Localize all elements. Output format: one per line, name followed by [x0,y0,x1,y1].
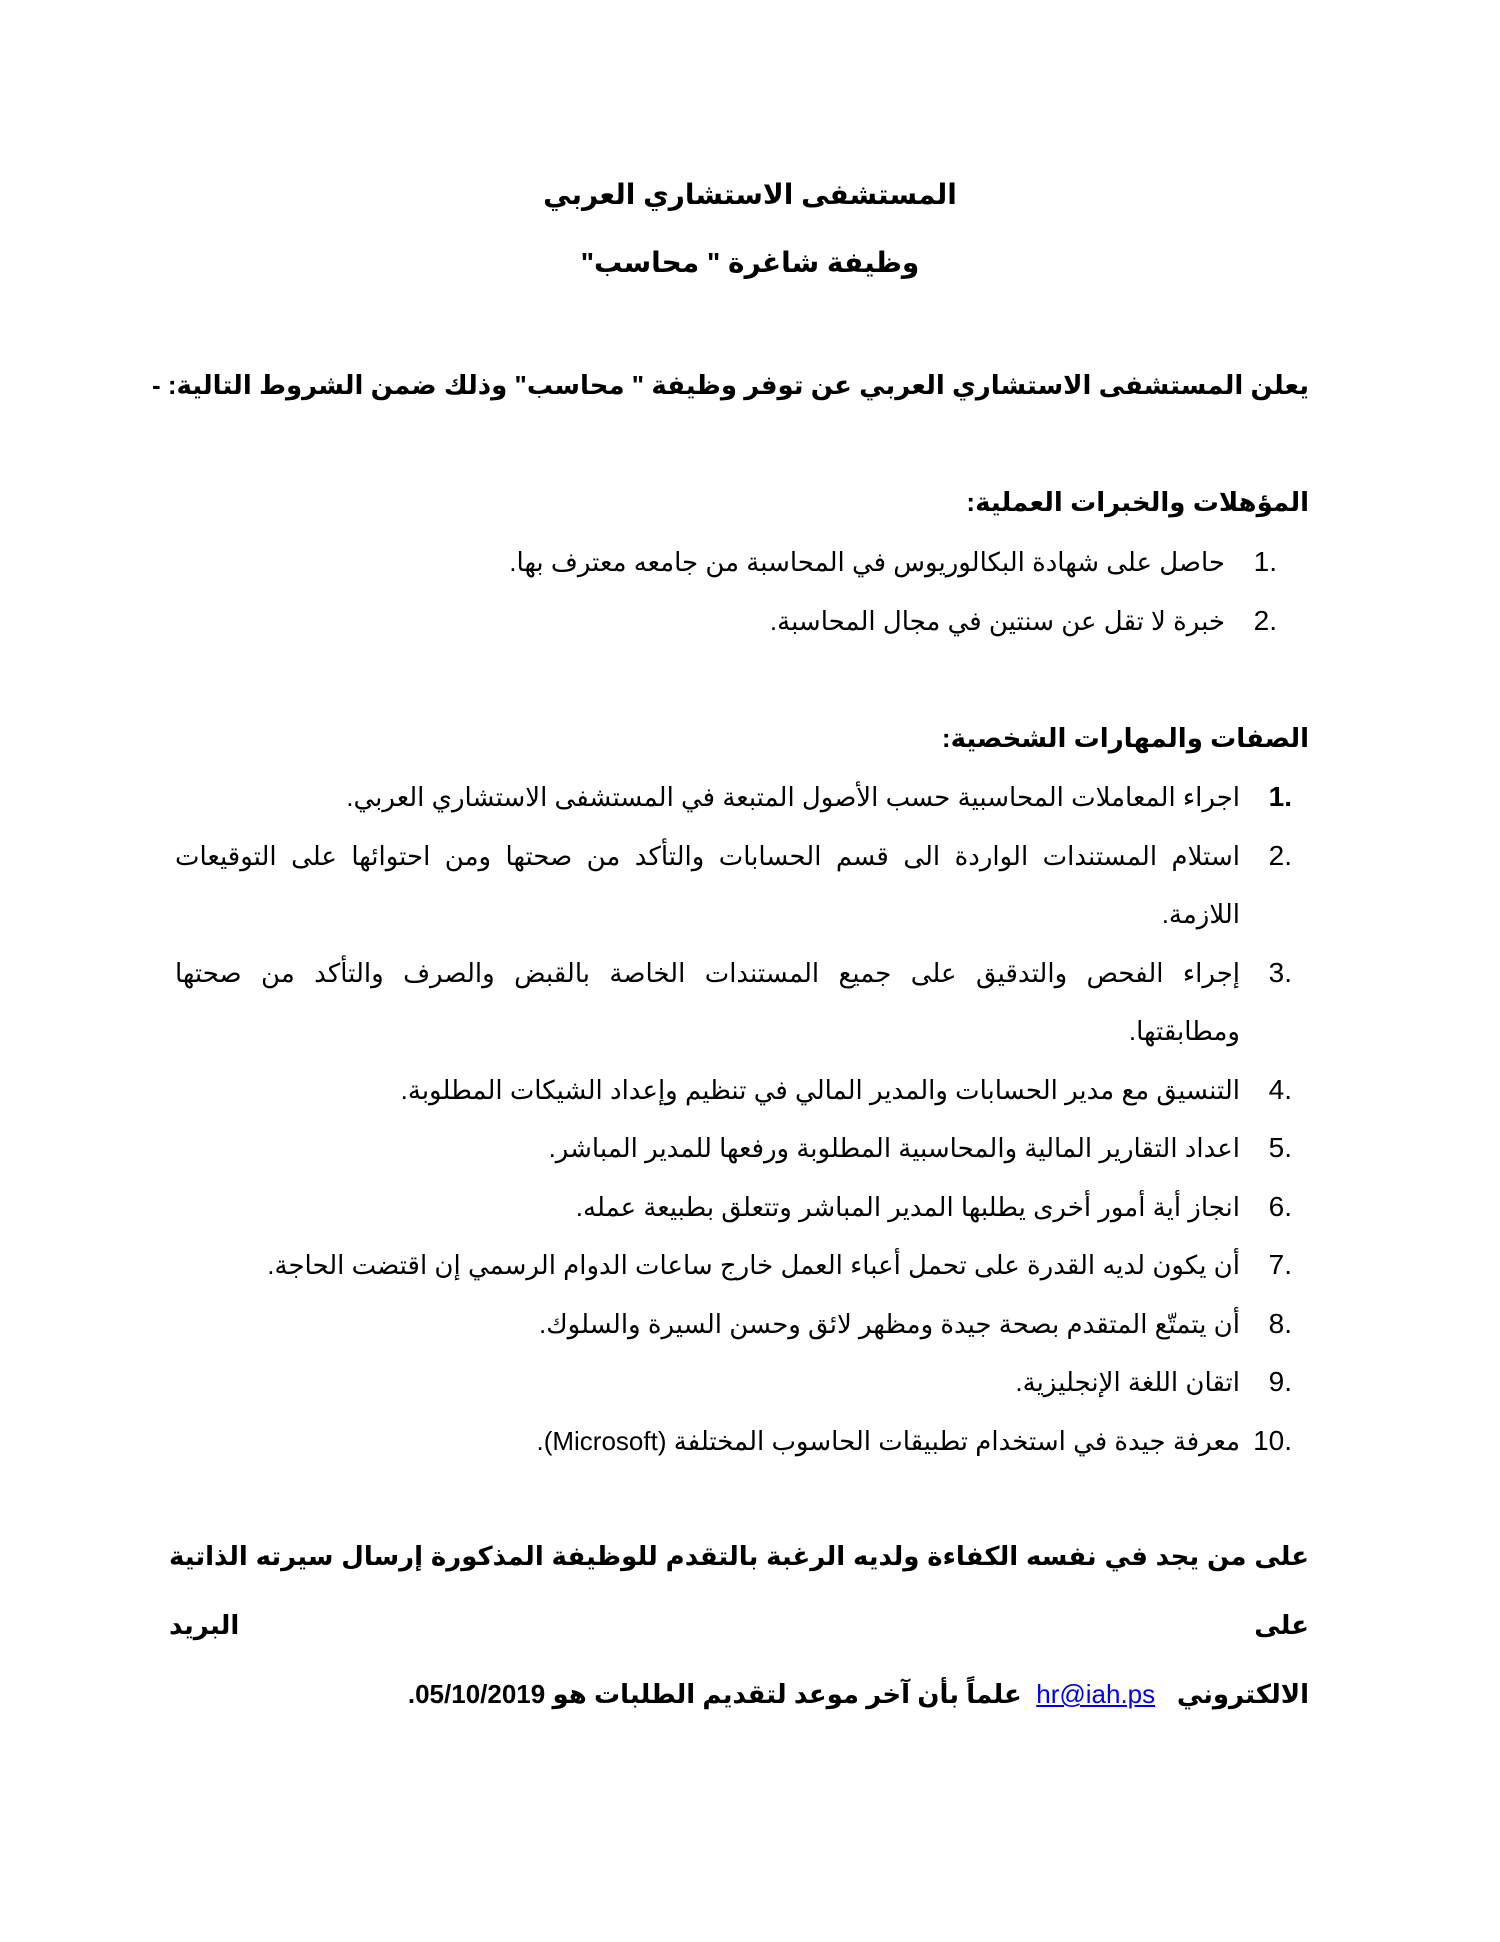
closing-line-1: على من يجد في نفسه الكفاءة ولديه الرغبة بالتقدم للوظيفة المذكورة إرسال سيرته الذاتية على البريد [169,1541,1309,1640]
list-item: اتقان اللغة الإنجليزية. [1015,1367,1240,1397]
list-item-continuation: ومطابقتها. [1128,1016,1240,1046]
list-item: أن يتمتّع المتقدم بصحة جيدة ومظهر لائق وحسن السيرة والسلوك. [539,1308,1240,1339]
document-title: المستشفى الاستشاري العربي [543,179,957,210]
intro-text: يعلن المستشفى الاستشاري العربي عن توفر وظيفة " محاسب" وذلك ضمن الشروط التالية: - [152,370,1309,400]
closing-suffix: علماً بأن آخر موعد لتقديم الطلبات هو 05/10/2019. [407,1679,1022,1709]
list-number: 6. [1268,1190,1292,1222]
list-row [175,768,1292,827]
list-number: 5. [1268,1132,1292,1163]
skills-list [175,768,1292,1470]
list-number: 10. [1253,1424,1292,1456]
list-item: اجراء المعاملات المحاسبية حسب الأصول المتبعة في المستشفى الاستشاري العربي. [346,782,1240,812]
list-item: اعداد التقارير المالية والمحاسبية المطلوبة ورفعها للمدير المباشر. [548,1133,1240,1163]
skills-heading: الصفات والمهارات الشخصية: [941,723,1309,753]
email-link[interactable]: hr@iah.ps [1036,1679,1156,1709]
closing-prefix: الالكتروني [1176,1679,1309,1709]
list-item: حاصل على شهادة البكالوريوس في المحاسبة من جامعه معترف بها. [509,547,1225,577]
list-row [175,1061,1292,1120]
list-item: انجاز أية أمور أخرى يطلبها المدير المباشر وتتعلق بطبيعة عمله. [575,1191,1240,1222]
list-row [175,1295,1292,1354]
list-row [175,1412,1292,1471]
list-row [175,944,1292,1061]
list-number: 4. [1268,1073,1292,1105]
list-item: إجراء الفحص والتدقيق على جميع المستندات الخاصة بالقبض والصرف والتأكد من صحتها [175,957,1240,988]
list-item: التنسيق مع مدير الحسابات والمدير المالي في تنظيم وإعداد الشيكات المطلوبة. [400,1074,1240,1105]
list-row [225,533,1277,592]
list-item: استلام المستندات الواردة الى قسم الحسابات والتأكد من صحتها ومن احتوائها على التوقيعات [175,840,1240,871]
list-row [175,1353,1292,1412]
list-row [175,1236,1292,1295]
list-number: 2. [1268,839,1292,871]
qualifications-list [225,533,1277,650]
qualifications-heading: المؤهلات والخبرات العملية: [966,487,1309,517]
list-row [175,1178,1292,1237]
closing-paragraph [169,1522,1309,1729]
list-number: 1. [1253,546,1277,577]
list-item: معرفة جيدة في استخدام تطبيقات الحاسوب المختلفة (Microsoft). [536,1425,1240,1456]
list-number: 8. [1268,1307,1292,1339]
list-item: خبرة لا تقل عن سنتين في مجال المحاسبة. [769,605,1225,636]
list-item-continuation: اللازمة. [1161,899,1240,929]
list-item: أن يكون لديه القدرة على تحمل أعباء العمل خارج ساعات الدوام الرسمي إن اقتضت الحاجة. [267,1250,1240,1280]
list-number: 1. [1268,781,1292,812]
document-subtitle: وظيفة شاغرة " محاسب" [580,247,920,278]
list-row [225,592,1277,651]
list-number: 2. [1253,604,1277,636]
list-row [175,827,1292,944]
list-number: 3. [1268,956,1292,988]
closing-line-2 [169,1660,1309,1729]
list-row [175,1119,1292,1178]
list-number: 9. [1268,1366,1292,1397]
list-number: 7. [1268,1249,1292,1280]
